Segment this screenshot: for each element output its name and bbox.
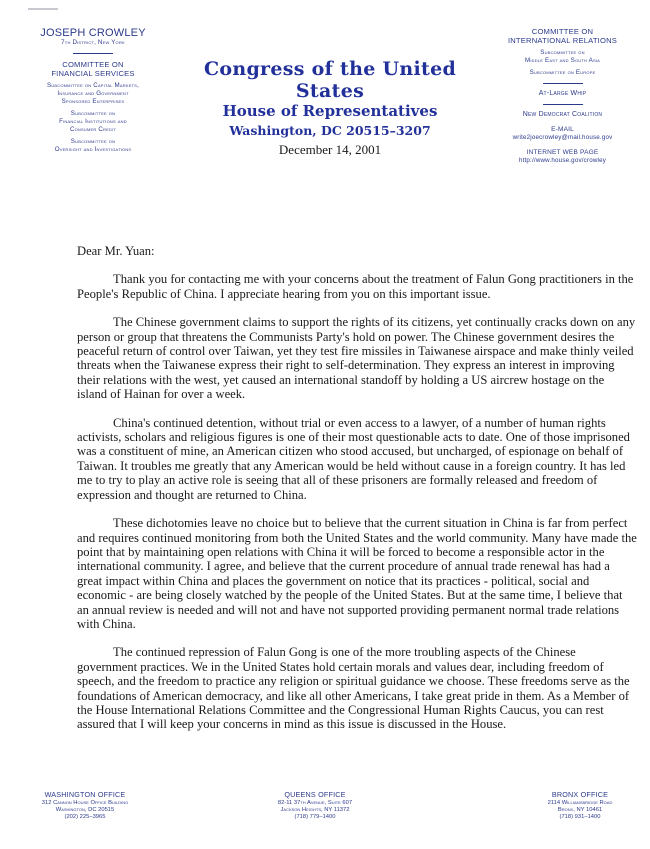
- office-title: QUEENS OFFICE: [284, 790, 346, 799]
- subcommittee-line: Financial Institutions and: [59, 118, 127, 125]
- scan-artifact: [28, 8, 58, 10]
- subcommittee-line: Sponsored Enterprises: [61, 98, 125, 105]
- subcommittee-block: [8, 82, 178, 106]
- web-label: INTERNET WEB PAGE: [526, 149, 599, 156]
- member-name: JOSEPH CROWLEY: [40, 27, 146, 39]
- paragraph: Thank you for contacting me with your concerns about the treatment of Falun Gong practitioners in the People's Republic of China. I appreciate hearing from you on this important issue.: [77, 272, 634, 301]
- paragraph: The Chinese government claims to support the rights of its citizens, yet continually cracks down on any person or group that threatens the Communists Party's hold on power. The Chinese government desires the peaceful return of control over Taiwan, yet they test fire missiles in Taiwanese airspace and make thinly veiled threats when the Taiwanese express their right to self-determination. They express an interest in improving their relations with the west, yet caused an international standoff by holding a US aircrew hostage on the island of Hainan for over a week.: [77, 315, 636, 402]
- office-address: 82-11 37th Avenue, Suite 607: [277, 800, 353, 806]
- office-address: 312 Cannon House Office Building: [41, 800, 129, 806]
- bronx-office: [510, 790, 650, 821]
- paragraph: China's continued detention, without trial or even access to a lawyer, of a number of human rights activists, scholars and religious figures is one of their most questionable acts to date. One of those imprisoned was a constituent of mine, an American citizen who stood accused, but uncharged, of espionage on behalf of Taiwan. It troubles me greatly that any American would be held without cause in a foreign country. It has led me to try to play an active role is seeing that all of these prisoners are formally released and freedom of expression and thought are returned to China.: [77, 415, 630, 502]
- congress-title: Congress of the United States: [203, 58, 457, 102]
- subcommittee-line: Subcommittee on Capital Markets,: [46, 82, 140, 89]
- subcommittee-line: Consumer Credit: [69, 126, 117, 133]
- paragraph: These dichotomies leave no choice but to believe that the current situation in China is far from perfect and requires continued monitoring from both the United States and the world community. Many have made the point that by maintaining open relations with China it will be forced to become a responsible actor in the international community. I agree, and believe that the current procedure of annual trade renewal has had a great impact within China and places the government on notice that its practices - political, social and economic - are being closely watched by the people of the United States. But at the same time, I believe that an annual review is needed and will not and have not supported providing permanent normal trade relations with China.: [77, 516, 637, 631]
- subcommittee-europe: Subcommittee on Europe: [529, 69, 596, 76]
- divider: [73, 53, 113, 54]
- subcommittee-line: Subcommittee on: [70, 110, 116, 117]
- letterhead-left: [8, 27, 178, 154]
- office-address: 2114 Williamsbridge Road: [547, 800, 613, 806]
- committee-line: COMMITTEE ON: [531, 27, 594, 36]
- office-title: WASHINGTON OFFICE: [44, 790, 126, 799]
- coalition-title: New Democrat Coalition: [522, 111, 603, 118]
- member-district: 7th District, New York: [61, 39, 125, 46]
- subcommittee-line: Oversight and Investigations: [54, 146, 132, 153]
- web-block: [475, 149, 650, 165]
- salutation: Dear Mr. Yuan:: [77, 244, 155, 258]
- house-title: House of Representatives: [222, 102, 438, 120]
- subcommittee-block: [8, 110, 178, 134]
- subcommittee-line: Subcommittee on: [70, 138, 116, 145]
- office-city: Jackson Heights, NY 11372: [280, 807, 350, 813]
- washington-address: Washington, DC 20515–3207: [229, 123, 431, 138]
- letter-date: December 14, 2001: [278, 142, 382, 157]
- office-phone: (202) 225–3965: [64, 814, 106, 820]
- divider: [543, 83, 583, 84]
- divider: [543, 104, 583, 105]
- committee-line: INTERNATIONAL RELATIONS: [507, 36, 618, 45]
- letterhead-right: [475, 27, 650, 165]
- email-label: E-MAIL: [551, 126, 574, 133]
- subcommittee-block: [475, 49, 650, 65]
- email-block: [475, 126, 650, 142]
- committee-line: COMMITTEE ON: [62, 60, 124, 69]
- office-city: Washington, DC 20515: [55, 807, 115, 813]
- paragraph: The continued repression of Falun Gong is one of the more troubling aspects of the Chinese government practices. We in the United States hold certain morals and values dear, including freedom of speech, and the freedom to practice any religion or spiritual guidance we choose. These freedoms serve as the foundations of American democracy, and like all other Americans, I take great pride in them. As a Member of the House International Relations Committee and the Congressional Human Rights Caucus, you can rest assured that I will keep your concerns in mind as this issue is discussed in the House.: [77, 645, 630, 732]
- office-city: Bronx, NY 10461: [557, 807, 603, 813]
- letter-body: [77, 244, 637, 746]
- committee-line: FINANCIAL SERVICES: [51, 69, 135, 78]
- whip-title: At-Large Whip: [538, 90, 587, 97]
- office-phone: (718) 931–1400: [559, 814, 601, 820]
- office-title: BRONX OFFICE: [551, 790, 609, 799]
- subcommittee-block: [8, 138, 178, 154]
- subcommittee-line: Subcommittee on: [540, 49, 585, 56]
- subcommittee-line: Middle East and South Asia: [524, 57, 601, 64]
- footer-offices: [0, 790, 650, 830]
- email-link[interactable]: write2joecrowley@mail.house.gov: [512, 134, 613, 141]
- queens-office: [240, 790, 390, 821]
- letterhead-center: [190, 58, 470, 158]
- washington-office: [10, 790, 160, 821]
- subcommittee-line: Insurance and Government: [57, 90, 129, 97]
- office-phone: (718) 779–1400: [294, 814, 336, 820]
- web-link[interactable]: http://www.house.gov/crowley: [518, 157, 607, 164]
